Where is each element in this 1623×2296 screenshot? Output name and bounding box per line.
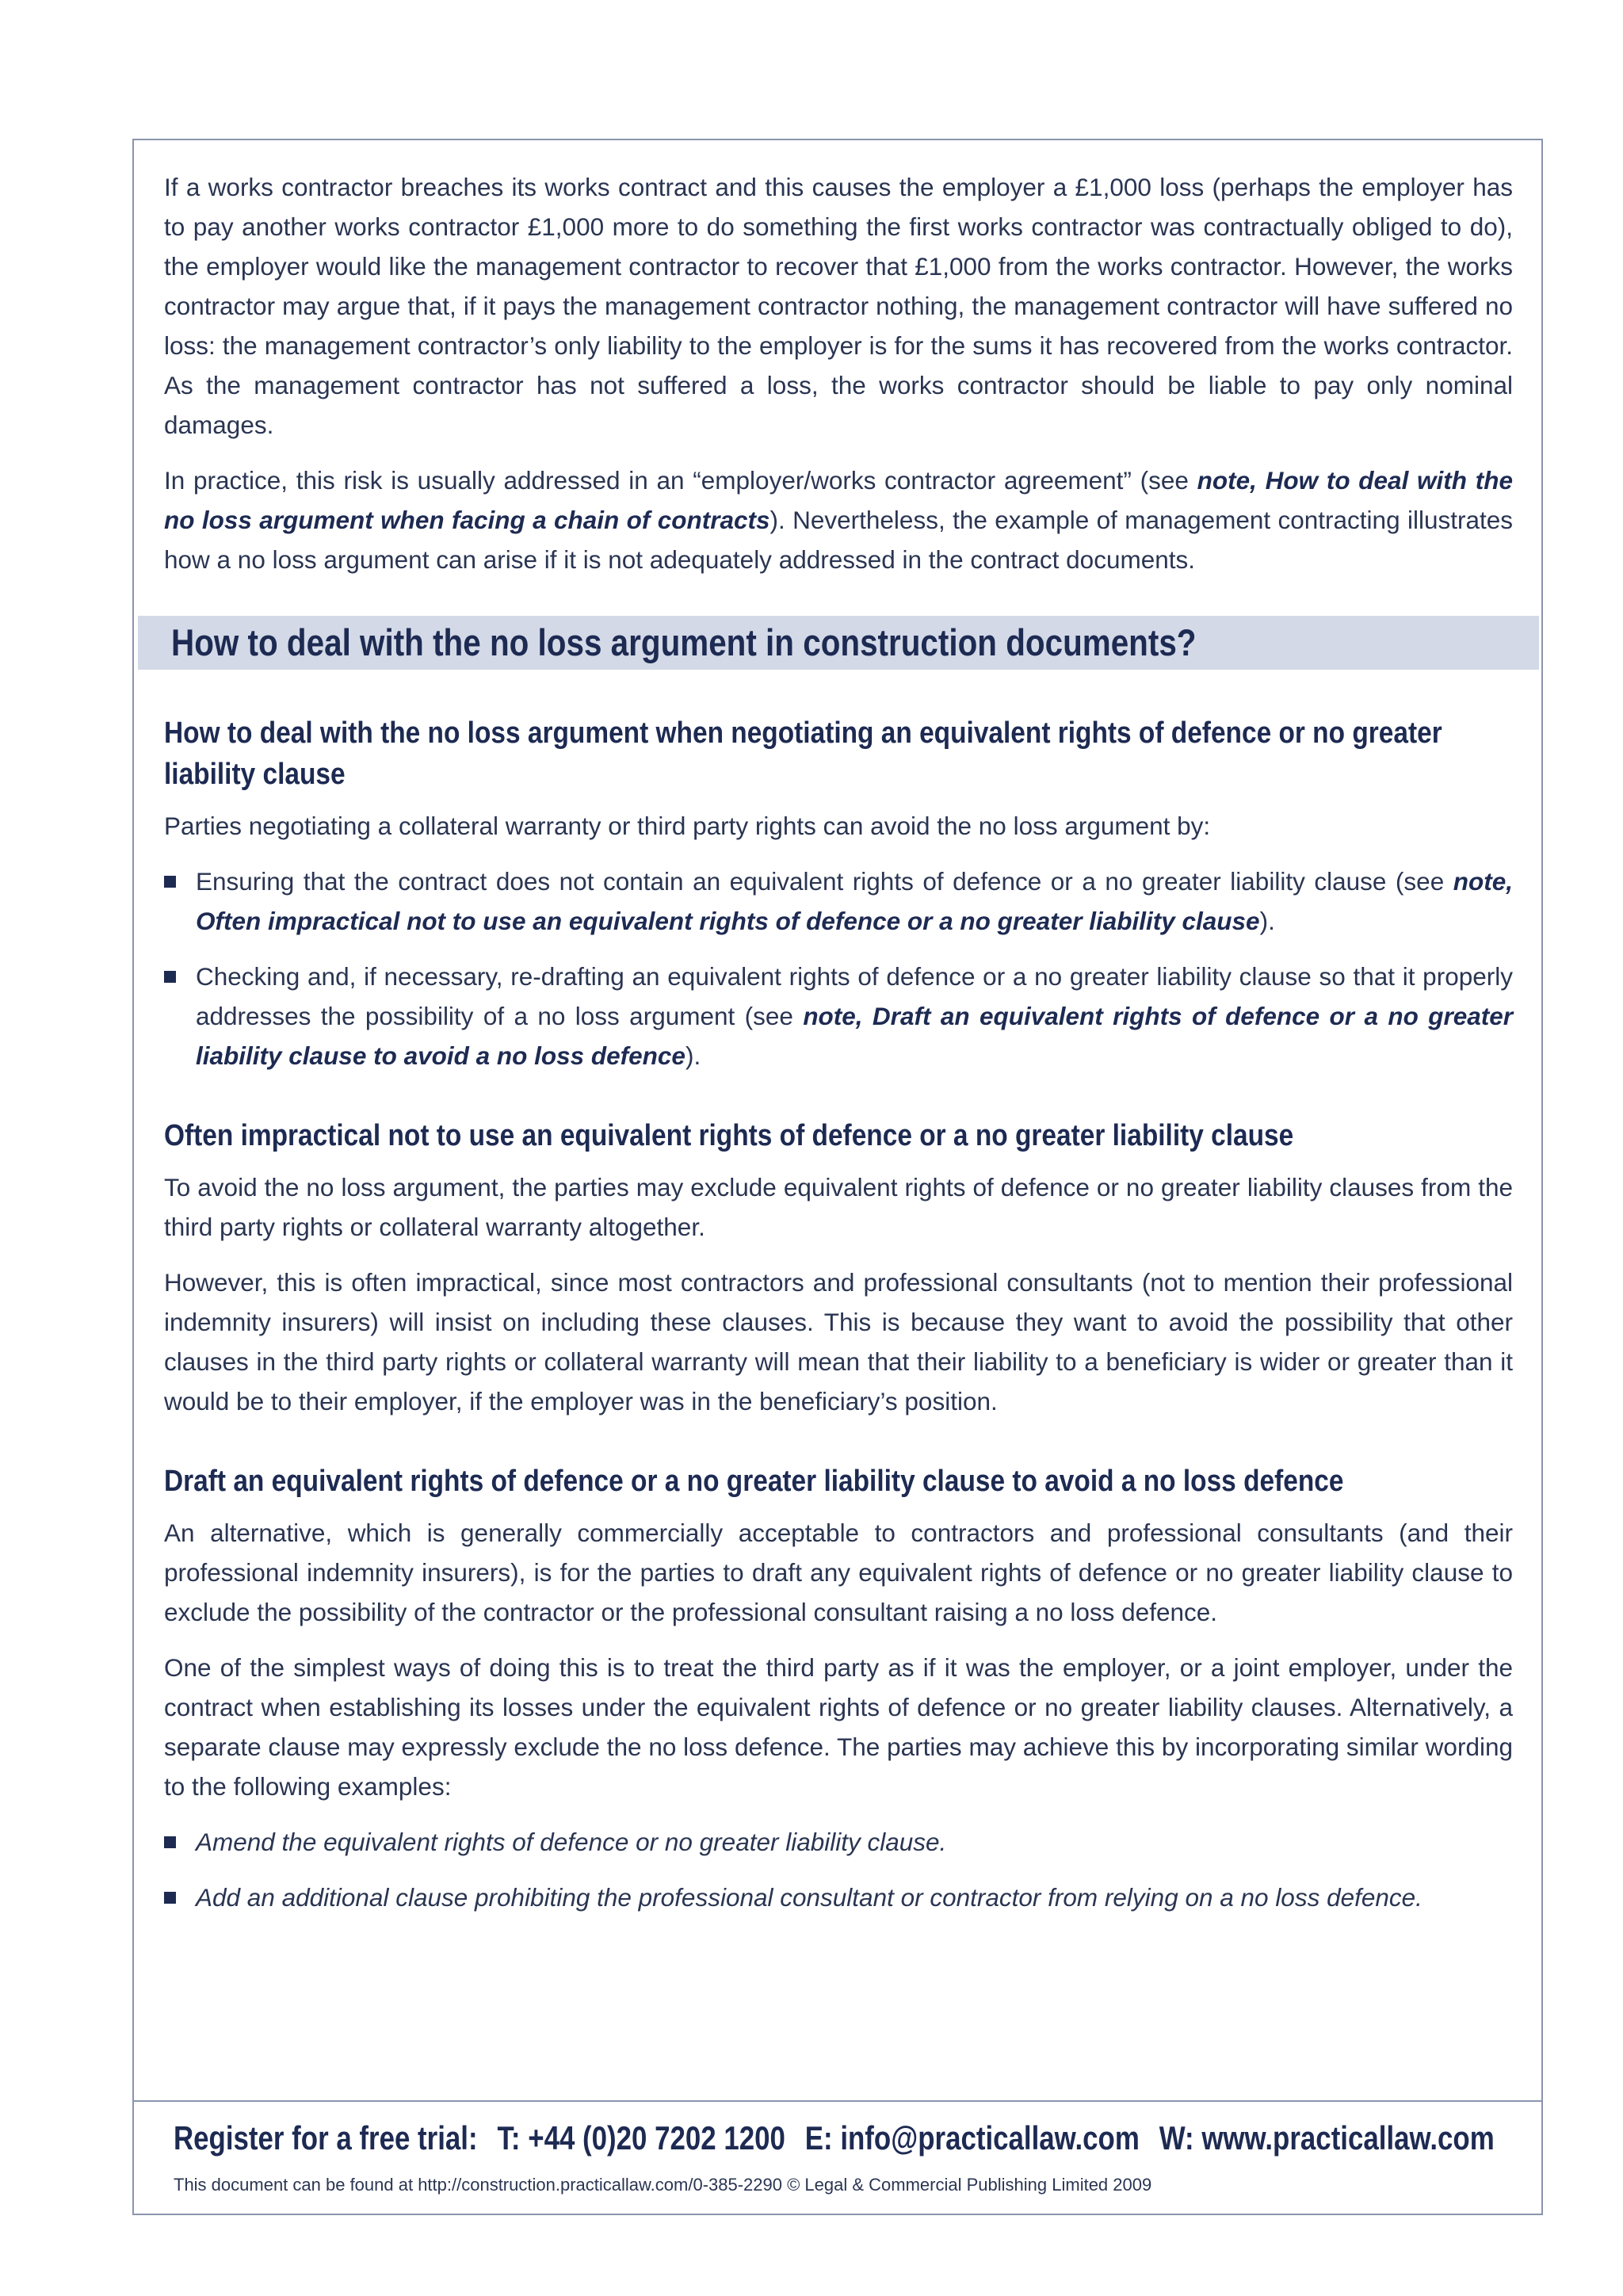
- text-run: In practice, this risk is usually addressed in an “employer/works contractor agreement” (see: [164, 466, 1197, 495]
- copyright-note: This document can be found at http://construction.practicallaw.com/0-385-2290 © Legal & Commercial Publishing Limited 2009: [174, 2175, 1152, 2195]
- text-run: ). Nevertheless, the example of management contracting illustrates how a no loss argument can arise if it is not adequately addressed in the contract documents.: [164, 506, 1513, 574]
- paragraph-impractical-2: However, this is often impractical, since most contractors and professional consultants (not to mention their professional indemnity insurers) will insist on including these clauses. This is because they want to avoid the possibility that other clauses in the third party rights or collateral warranty will mean that their liability to a beneficiary is wider or greater than it would be to their employer, if the employer was in the beneficiary’s position.: [164, 1268, 1513, 1415]
- subheading-negotiating: How to deal with the no loss argument when negotiating an equivalent rights of defence or no greater liability clause: [164, 716, 1442, 791]
- example-link[interactable]: Amend the equivalent rights of defence or no greater liability clause.: [196, 1828, 947, 1856]
- section-heading: How to deal with the no loss argument in construction documents?: [171, 621, 1197, 663]
- square-bullet-icon: [164, 1836, 176, 1848]
- bullet-list-negotiating: [164, 861, 1513, 1075]
- phone-number: T: +44 (0)20 7202 1200: [497, 2119, 785, 2157]
- cross-reference-link[interactable]: note, Draft an equivalent rights of defence or a no greater liability clause to avoid a no loss defence: [196, 1002, 1514, 1070]
- square-bullet-icon: [164, 1892, 176, 1904]
- list-item: [164, 1822, 1513, 1862]
- cross-reference-link[interactable]: note, How to deal with the no loss argument when facing a chain of contracts: [164, 466, 1513, 534]
- paragraph-intro: [164, 167, 1513, 445]
- footer-contact-line: [174, 2116, 1514, 2160]
- text-run: Checking and, if necessary, re-drafting an equivalent rights of defence or a no greater liability clause so that it properly addresses the possibility of a no loss argument (see: [196, 962, 1513, 1030]
- section-heading-bar: [138, 616, 1539, 670]
- footer: [134, 2100, 1541, 2217]
- page-frame: [132, 139, 1543, 2215]
- square-bullet-icon: [164, 971, 176, 983]
- paragraph-practice: [164, 460, 1513, 579]
- free-trial-label: Register for a free trial:: [174, 2119, 478, 2157]
- paragraph-negotiating-intro: Parties negotiating a collateral warranty or third party rights can avoid the no loss argument by:: [164, 812, 1211, 840]
- square-bullet-icon: [164, 876, 176, 888]
- website-link[interactable]: W: www.practicallaw.com: [1159, 2119, 1495, 2157]
- subheading-draft: Draft an equivalent rights of defence or a no greater liability clause to avoid a no loss defence: [164, 1465, 1344, 1498]
- subheading-impractical: Often impractical not to use an equivalent rights of defence or a no greater liability clause: [164, 1119, 1294, 1152]
- paragraph-draft-2: One of the simplest ways of doing this is to treat the third party as if it was the employer, or a joint employer, under the contract when establishing its losses under the equivalent rights of defence or no greater liability clauses. Alternatively, a separate clause may expressly exclude the no loss defence. The parties may achieve this by incorporating similar wording to the following examples:: [164, 1653, 1513, 1801]
- document-body: [164, 167, 1513, 1933]
- paragraph-draft-1: An alternative, which is generally commercially acceptable to contractors and professional consultants (and their professional indemnity insurers), is for the parties to draft any equivalent rights of defence or no greater liability clause to exclude the possibility of the contractor or the professional consultant raising a no loss defence.: [164, 1519, 1513, 1626]
- list-item: [164, 957, 1513, 1075]
- text-run: ).: [1259, 907, 1275, 935]
- text-run: Ensuring that the contract does not contain an equivalent rights of defence or a no greater liability clause (see: [196, 867, 1453, 896]
- paragraph-impractical-1: To avoid the no loss argument, the parties may exclude equivalent rights of defence or no greater liability clauses from the third party rights or collateral warranty altogether.: [164, 1173, 1513, 1241]
- list-item: [164, 861, 1513, 941]
- example-link[interactable]: Add an additional clause prohibiting the professional consultant or contractor from relying on a no loss defence.: [196, 1883, 1423, 1912]
- list-item: [164, 1878, 1513, 1917]
- bullet-list-examples: [164, 1822, 1513, 1917]
- cross-reference-link[interactable]: note, Often impractical not to use an equivalent rights of defence or a no greater liability clause: [196, 867, 1513, 935]
- text-run: If a works contractor breaches its works contract and this causes the employer a £1,000 loss (perhaps the employer has to pay another works contractor £1,000 more to do something the first works contractor was contractually obliged to do), the employer would like the management contractor to recover that £1,000 from the works contractor. However, the works contractor may argue that, if it pays the management contractor nothing, the management contractor will have suffered no loss: the management contractor’s only liability to the employer is for the sums it has recovered from the works contractor. As the management contractor has not suffered a loss, the works contractor should be liable to pay only nominal damages.: [164, 173, 1513, 439]
- text-run: ).: [685, 1041, 701, 1070]
- email-link[interactable]: E: info@practicallaw.com: [804, 2119, 1140, 2157]
